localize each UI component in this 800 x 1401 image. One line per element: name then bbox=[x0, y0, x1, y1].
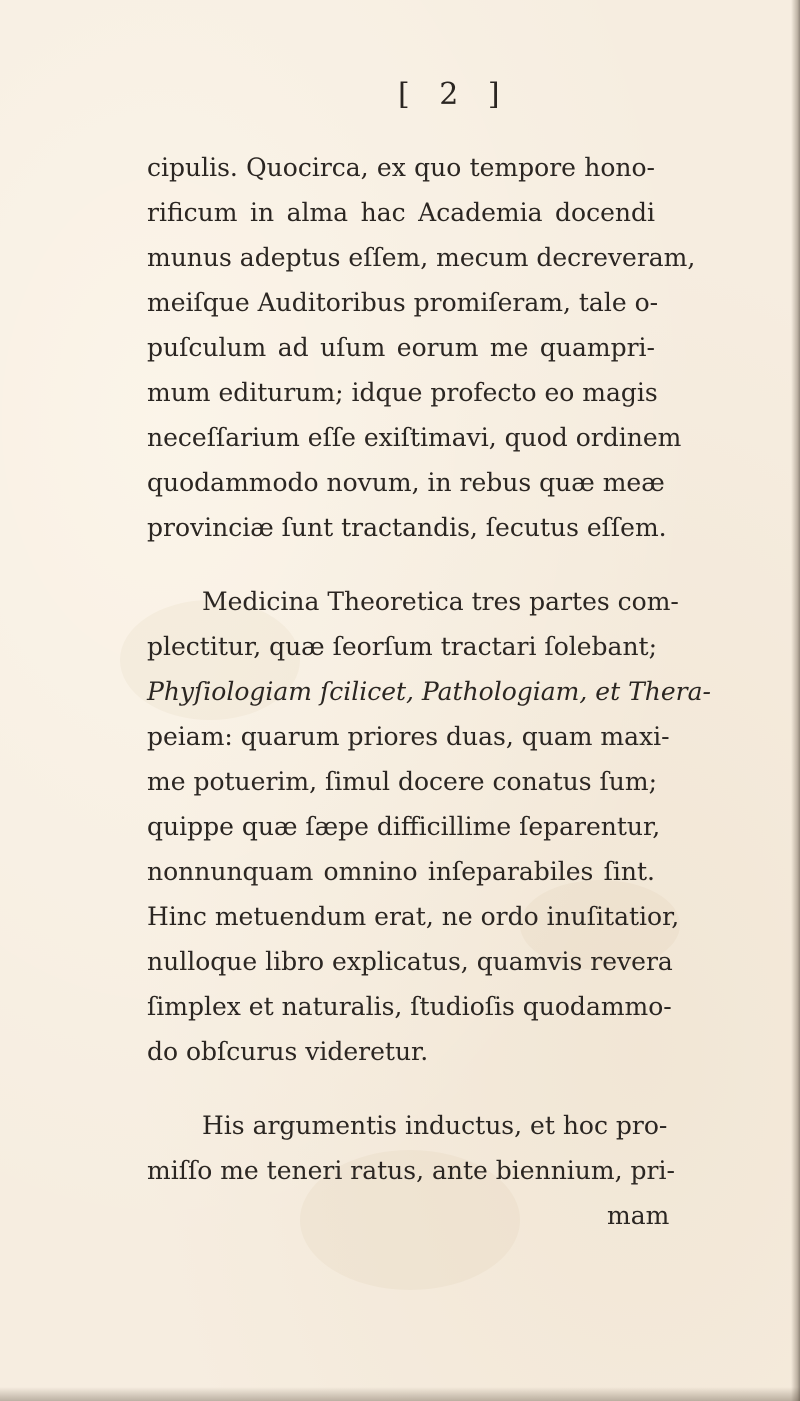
text-line: peiam: quarum priores duas, quam maxi- bbox=[147, 722, 670, 751]
text-line: ſimplex et naturalis, ſtudioſis quodammo- bbox=[147, 992, 672, 1021]
text-line: nonnunquam omnino inſeparabiles ſint. bbox=[147, 857, 655, 886]
text-line: Hinc metuendum erat, ne ordo inuſitatior, bbox=[147, 902, 680, 931]
text-line: Phyſiologiam ſcilicet, Pathologiam, et Thera- bbox=[147, 677, 711, 706]
text-line: quodammodo novum, in rebus quæ meæ bbox=[147, 468, 665, 497]
text-line: plectitur, quæ ſeorſum tractari ſolebant; bbox=[147, 632, 658, 661]
text-line: miſſo me teneri ratus, ante biennium, pri- bbox=[147, 1156, 675, 1185]
text-line: munus adeptus eſſem, mecum decreveram, bbox=[147, 243, 696, 272]
text-line: puſculum ad uſum eorum me quampri- bbox=[147, 333, 655, 362]
catchword: mam bbox=[607, 1201, 670, 1230]
text-line: provinciæ ſunt tractandis, ſecutus eſſem. bbox=[147, 513, 667, 542]
text-line: rificum in alma hac Academia docendi bbox=[147, 198, 655, 227]
text-line: do obſcurus videretur. bbox=[147, 1037, 429, 1066]
text-line: cipulis. Quocirca, ex quo tempore hono- bbox=[147, 153, 655, 182]
text-line: quippe quæ ſæpe difficillime ſeparentur, bbox=[147, 812, 661, 841]
page-number: [ 2 ] bbox=[398, 77, 510, 112]
text-line: neceſſarium eſſe exiſtimavi, quod ordinem bbox=[147, 423, 682, 452]
text-line: Medicina Theoretica tres partes com- bbox=[202, 587, 679, 616]
text-line: me potuerim, ſimul docere conatus ſum; bbox=[147, 767, 657, 796]
text-line: nulloque libro explicatus, quamvis revera bbox=[147, 947, 673, 976]
text-line: mum editurum; idque profecto eo magis bbox=[147, 378, 658, 407]
text-line: meiſque Auditoribus promiſeram, tale o- bbox=[147, 288, 659, 317]
text-line: His argumentis inductus, et hoc pro- bbox=[202, 1111, 668, 1140]
